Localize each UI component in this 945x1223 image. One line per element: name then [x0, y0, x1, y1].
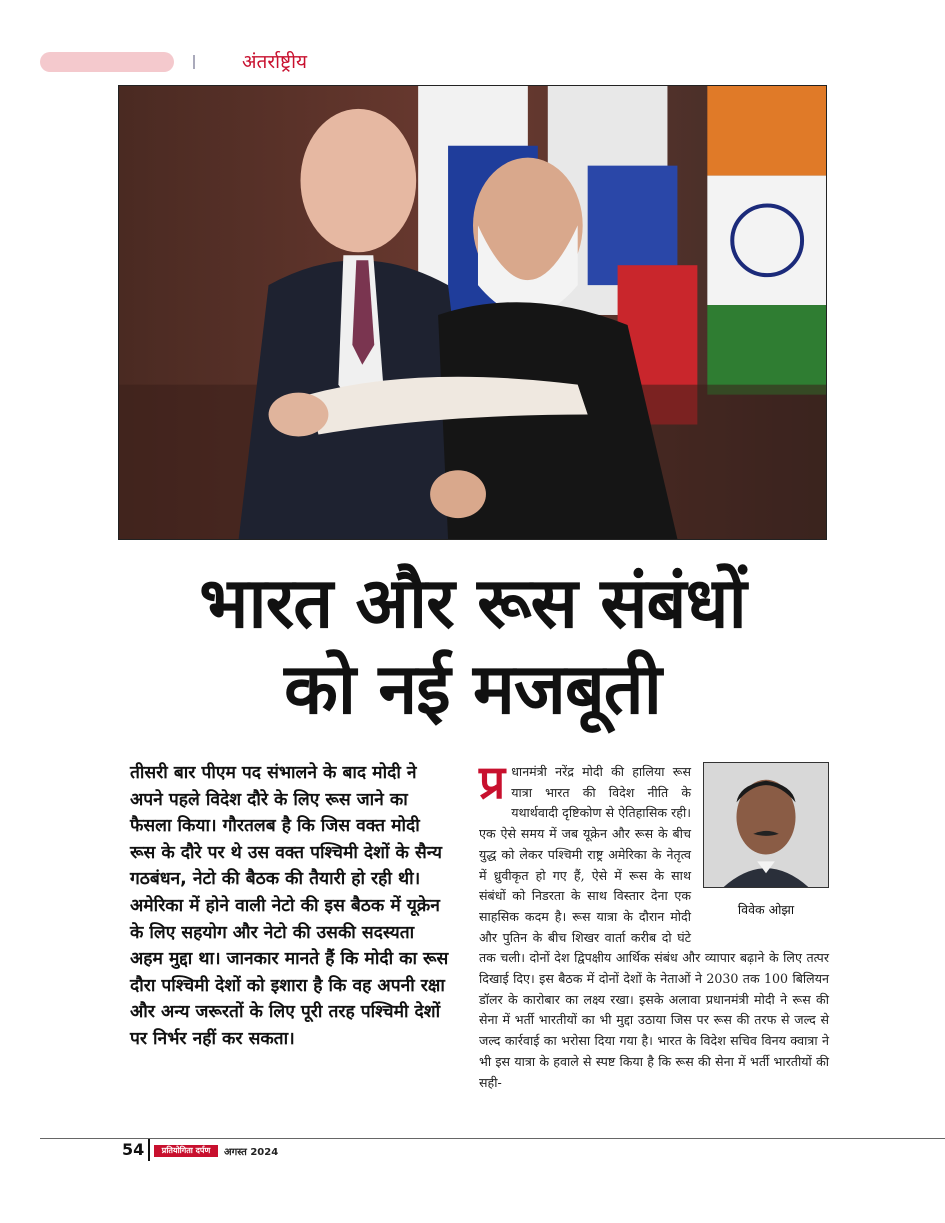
header-separator	[193, 55, 195, 69]
article-body	[479, 755, 829, 1093]
issue-date: अगस्त 2024	[224, 1147, 279, 1158]
footer-separator	[148, 1139, 150, 1161]
standfirst: तीसरी बार पीएम पद संभालने के बाद मोदी ने अपने पहले विदेश दौरे के लिए रूस जाने का फैसला किया। गौरतलब है कि जिस वक्त मोदी रूस के दौरे पर थे उस वक्त पश्चिमी देशों के सैन्य गठबंधन, नेटो की बैठक की तैयारी हो रही थी। अमेरिका में होने वाली नेटो की इस बैठक में यूक्रेन के लिए सहयोग और नेटो की उसकी सदस्यता अहम मुद्दा था। जानकार मानते हैं कि मोदी का रूस दौरा पश्चिमी देशों को इशारा है कि वह अपनी रक्षा और अन्य जरूरतों के लिए पूरी तरह पश्चिमी देशों पर निर्भर नहीं कर सकता।	[130, 763, 449, 1049]
headline	[0, 560, 945, 732]
drop-cap: प्र	[479, 755, 506, 809]
page-number: 54	[122, 1140, 145, 1159]
author-photo	[703, 762, 829, 888]
headline-line-2: को नई मजबूती	[284, 648, 661, 730]
author-name: विवेक ओझा	[737, 902, 795, 917]
body-text: धानमंत्री नरेंद्र मोदी की हालिया रूस यात्रा भारत की विदेश नीति के यथार्थवादी दृष्टिकोण से ऐतिहासिक रही। एक ऐसे समय में जब यूक्रेन और रूस के बीच युद्ध को लेकर पश्चिमी राष्ट्र अमेरिका के नेतृत्व में ध्रुवीकृत हो गए हैं, ऐसे में रूस के साथ संबंधों को निडरता के साथ विस्तार देना एक साहसिक कदम है। रूस यात्रा के दौरान मोदी और पुतिन के बीच शिखर वार्ता करीब दो घंटे तक चली। दोनों देश द्विपक्षीय आर्थिक संबंध और व्यापार बढ़ाने के लिए तत्पर दिखाई दिए। इस बैठक में दोनों देशों के नेताओं ने 2030 तक 100 बिलियन डॉलर के कारोबार का लक्ष्य रखा। इसके अलावा प्रधानमंत्री मोदी ने रूस की सेना में भर्ती भारतीयों का भी मुद्दा उठाया जिस पर रूस की तरफ से जल्द से जल्द कार्रवाई का भरोसा दिया गया है। भारत के विदेश सचिव विनय क्वात्रा ने भी इस यात्रा के हवाले से स्पष्ट किया है कि रूस की सेना में भर्ती भारतीयों की सही-	[479, 764, 829, 1090]
magazine-logo: प्रतियोगिता दर्पण	[154, 1145, 218, 1157]
hero-photo	[118, 85, 827, 540]
footer-rule	[40, 1138, 945, 1139]
author-box	[703, 762, 829, 940]
headline-line-1: भारत और रूस संबंधों	[199, 562, 746, 644]
header-decoration-pill	[40, 52, 174, 72]
section-label: अंतर्राष्ट्रीय	[242, 51, 308, 73]
